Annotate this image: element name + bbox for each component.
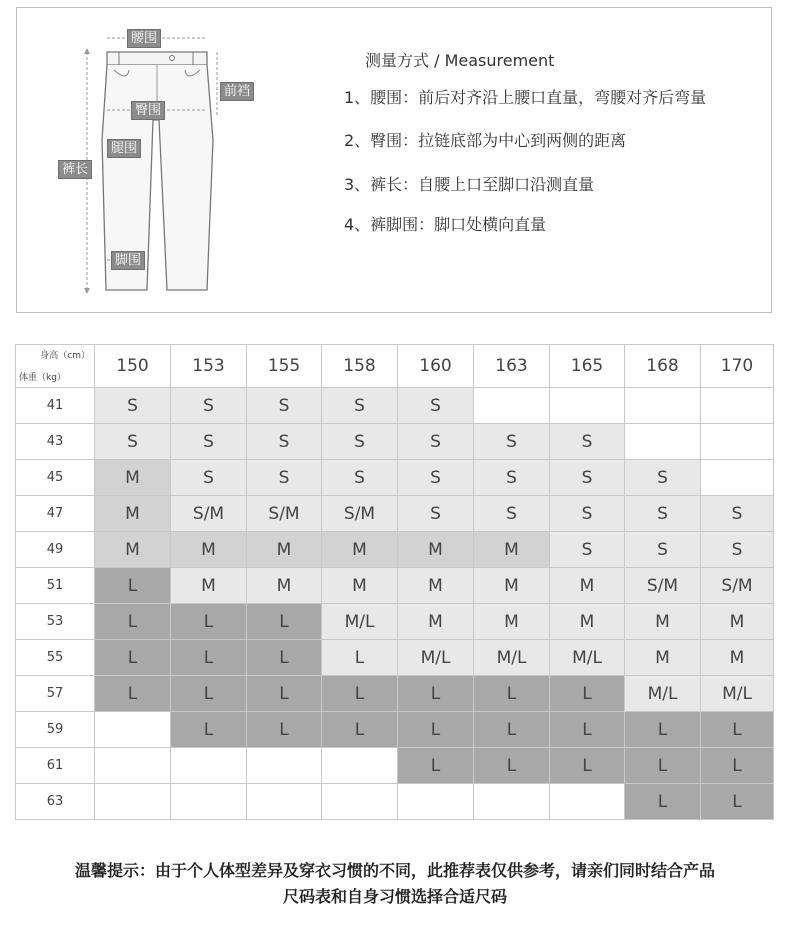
size-cell: S [550,532,625,568]
size-cell: M [398,604,474,640]
size-cell: L [322,676,398,712]
height-header-cell: 150 [95,345,171,388]
size-cell: S [398,460,474,496]
weight-cell: 47 [16,496,95,532]
measurement-panel [16,7,772,313]
size-cell: S [322,424,398,460]
size-cell: S [322,388,398,424]
table-row [16,568,774,604]
thigh-label: 腿围 [107,139,141,158]
size-cell: M [398,568,474,604]
table-row [16,460,774,496]
size-cell [550,388,625,424]
table-row [16,748,774,784]
size-cell: S [171,388,247,424]
size-cell [398,784,474,820]
tip-line-2: 尺码表和自身习惯选择合适尺码 [282,887,507,906]
weight-cell: 55 [16,640,95,676]
weight-cell: 41 [16,388,95,424]
size-cell: S/M [322,496,398,532]
size-cell: M/L [322,604,398,640]
height-header-cell: 158 [322,345,398,388]
size-cell [247,784,322,820]
size-cell: S [398,496,474,532]
size-cell [701,388,774,424]
size-cell: S [398,388,474,424]
size-cell: M [398,532,474,568]
weight-cell: 43 [16,424,95,460]
size-cell [474,388,550,424]
table-row [16,784,774,820]
height-header-cell: 153 [171,345,247,388]
size-cell: L [95,640,171,676]
size-cell: M [550,568,625,604]
size-cell: L [474,748,550,784]
weight-cell: 51 [16,568,95,604]
size-cell: M [474,532,550,568]
table-row [16,712,774,748]
size-cell [550,784,625,820]
front-rise-label: 前裆 [220,82,254,101]
height-header-cell: 160 [398,345,474,388]
table-row [16,496,774,532]
size-cell: L [247,640,322,676]
size-cell: L [398,712,474,748]
size-cell [322,784,398,820]
length-label: 裤长 [58,160,92,179]
size-cell: M [550,604,625,640]
hip-label: 臀围 [131,101,165,120]
size-cell: M/L [625,676,701,712]
measurement-item: 1、腰围：前后对齐沿上腰口直量，弯腰对齐后弯量 [344,88,707,107]
measurement-heading: 测量方式 / Measurement [365,51,555,70]
table-row [16,676,774,712]
measurement-item: 2、臀围：拉链底部为中心到两侧的距离 [344,131,627,150]
size-cell: M/L [701,676,774,712]
size-cell: M [474,604,550,640]
size-cell: L [550,676,625,712]
size-cell: L [701,784,774,820]
size-cell [95,748,171,784]
size-cell: S [474,496,550,532]
table-row [16,640,774,676]
weight-cell: 63 [16,784,95,820]
size-cell: M [247,532,322,568]
size-cell: L [95,676,171,712]
size-cell: M [95,532,171,568]
size-cell: M/L [474,640,550,676]
size-cell: L [625,712,701,748]
size-cell [701,424,774,460]
size-cell: S [247,460,322,496]
weight-cell: 59 [16,712,95,748]
measurement-item: 3、裤长：自腰上口至脚口沿测直量 [344,175,595,194]
height-header-cell: 165 [550,345,625,388]
size-cell: L [701,712,774,748]
size-cell: S/M [247,496,322,532]
size-cell: M [247,568,322,604]
size-cell: M [171,532,247,568]
size-cell: S/M [171,496,247,532]
size-table [15,344,774,820]
size-cell: S [474,424,550,460]
size-cell: M [625,640,701,676]
weight-cell: 49 [16,532,95,568]
size-cell: S/M [701,568,774,604]
size-cell: M [701,640,774,676]
size-cell [322,748,398,784]
height-header-cell: 163 [474,345,550,388]
size-cell: S [171,424,247,460]
pants-illustration [57,20,251,305]
weight-cell: 53 [16,604,95,640]
size-cell: S [171,460,247,496]
size-cell: M [701,604,774,640]
size-cell: M/L [398,640,474,676]
size-cell: L [171,712,247,748]
tip-line-1: 温馨提示：由于个人体型差异及穿衣习惯的不同，此推荐表仅供参考，请亲们同时结合产品 [74,861,715,880]
size-cell: L [701,748,774,784]
size-cell: S [625,460,701,496]
size-cell: S [550,460,625,496]
size-cell: L [171,676,247,712]
size-cell: L [474,676,550,712]
size-cell: L [398,676,474,712]
size-cell: S [474,460,550,496]
size-cell: M [322,532,398,568]
height-header-cell: 168 [625,345,701,388]
size-cell: S [247,388,322,424]
size-cell: S [625,496,701,532]
size-cell: S/M [625,568,701,604]
size-cell: L [550,712,625,748]
size-cell: L [95,568,171,604]
size-cell: L [474,712,550,748]
size-cell [701,460,774,496]
size-cell: L [171,604,247,640]
weight-axis-label: 体重（kg） [19,373,66,383]
size-cell: M [322,568,398,604]
size-cell: L [95,604,171,640]
table-row [16,604,774,640]
size-cell: S [247,424,322,460]
table-row [16,532,774,568]
size-cell: M [474,568,550,604]
size-cell [625,424,701,460]
hem-label: 脚围 [111,251,145,270]
size-cell: S [550,496,625,532]
size-cell: S [398,424,474,460]
size-cell: L [625,748,701,784]
height-header-cell: 170 [701,345,774,388]
weight-cell: 57 [16,676,95,712]
size-cell [474,784,550,820]
size-cell: S [322,460,398,496]
size-cell [625,388,701,424]
table-row [16,424,774,460]
size-cell [95,712,171,748]
size-cell: M [171,568,247,604]
waist-label: 腰围 [127,29,161,48]
size-cell [171,748,247,784]
size-cell: M [95,496,171,532]
size-cell [95,784,171,820]
height-axis-label: 身高（cm） [40,351,90,361]
size-table-header [16,345,774,388]
size-cell: L [322,640,398,676]
size-cell: S [701,532,774,568]
size-cell: S [95,424,171,460]
height-header-cell: 155 [247,345,322,388]
size-cell: S [701,496,774,532]
size-cell: M [95,460,171,496]
size-cell: L [247,712,322,748]
size-cell: S [550,424,625,460]
measurement-item: 4、裤脚围：脚口处横向直量 [344,215,547,234]
size-cell: L [398,748,474,784]
size-cell: L [550,748,625,784]
size-cell: M/L [550,640,625,676]
size-cell: L [171,640,247,676]
size-cell: S [625,532,701,568]
size-cell: L [322,712,398,748]
size-cell: S [95,388,171,424]
size-cell: L [625,784,701,820]
size-cell: L [247,604,322,640]
size-cell: L [247,676,322,712]
size-cell [247,748,322,784]
size-cell: M [625,604,701,640]
table-row [16,388,774,424]
size-cell [171,784,247,820]
weight-cell: 45 [16,460,95,496]
table-corner [16,345,95,388]
weight-cell: 61 [16,748,95,784]
